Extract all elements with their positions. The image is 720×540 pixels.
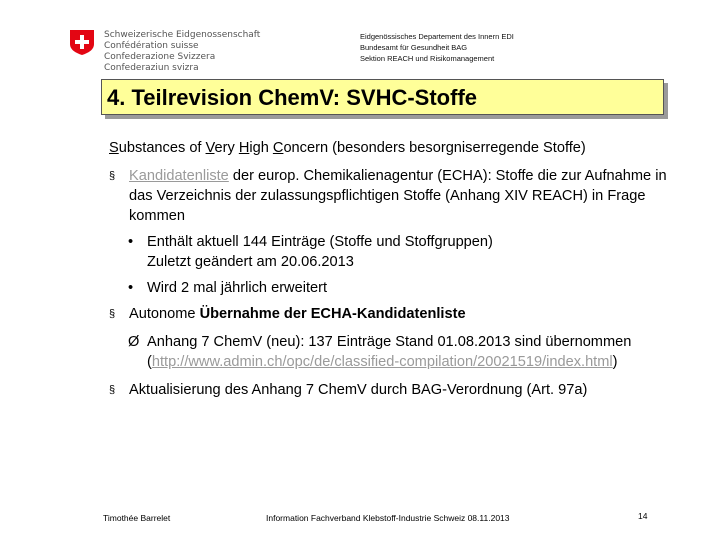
intro-text: ubstances of — [118, 140, 206, 156]
page-title: 4. Teilrevision ChemV: SVHC-Stoffe — [107, 85, 478, 110]
confederation-line: Confederaziun svizra — [104, 63, 199, 73]
sub-item-text: Enthält aktuell 144 Einträge (Stoffe und Stoffgruppen) — [147, 234, 493, 250]
footer-event: Information Fachverband Klebstoff-Industrie Schweiz 08.11.2013 — [266, 513, 510, 523]
acronym-letter: V — [205, 140, 215, 156]
section-bullet: § — [109, 170, 116, 182]
sub-item-text: Anhang 7 ChemV (neu): 137 Einträge Stand 01.08.2013 sind übernommen ( — [147, 334, 632, 370]
title-box — [101, 79, 664, 115]
swiss-flag-icon — [68, 28, 96, 56]
confederation-line: Confédération suisse — [104, 41, 199, 51]
intro-text: igh — [249, 140, 273, 156]
acronym-letter: S — [109, 140, 119, 156]
department-info — [360, 31, 514, 64]
sub-list-item — [109, 278, 669, 298]
page-number: 14 — [638, 511, 648, 521]
list-item — [109, 304, 669, 324]
acronym-letter: C — [272, 140, 284, 156]
slide-content — [109, 138, 669, 400]
sub-item-text: ) — [612, 354, 618, 370]
item-bold-text: Übernahme der ECHA-Kandidatenliste — [199, 306, 466, 322]
confederation-line: Schweizerische Eidgenossenschaft — [104, 30, 261, 40]
department-line: Eidgenössisches Departement des Innern EDI — [360, 32, 514, 41]
sub-list-item — [109, 332, 669, 372]
section-bullet: § — [109, 384, 116, 396]
department-line: Bundesamt für Gesundheit BAG — [360, 43, 468, 52]
item-text: der europ. Chemikalienagentur (ECHA): Stoffe die zur Aufnahme in das Verzeichnis der zulassungspflichtigen Stoffe (Anhang XIV REACH) in Frage kommen — [129, 168, 667, 224]
sub-item-text: Zuletzt geändert am 20.06.2013 — [147, 254, 354, 270]
section-bullet: § — [109, 308, 116, 320]
item-text: Aktualisierung des Anhang 7 ChemV durch BAG-Verordnung (Art. 97a) — [129, 382, 588, 398]
department-line: Sektion REACH und Risikomanagement — [360, 54, 495, 63]
intro-text: (besonders besorgniserregende Stoffe) — [328, 140, 586, 156]
sub-item-text: Wird 2 mal jährlich erweitert — [147, 280, 328, 296]
intro-line — [109, 138, 669, 158]
kandidatenliste-link[interactable]: Kandidatenliste — [129, 168, 229, 184]
list-item — [109, 166, 669, 226]
footer-author: Timothée Barrelet — [103, 513, 171, 523]
intro-text: ery — [214, 140, 239, 156]
dot-bullet: • — [128, 234, 134, 250]
dot-bullet: • — [128, 280, 134, 296]
item-text: Autonome — [129, 306, 200, 322]
sub-list-item — [109, 232, 669, 272]
list-item — [109, 380, 669, 400]
confederation-line: Confederazione Svizzera — [104, 52, 216, 62]
arrow-bullet: Ø — [128, 334, 140, 350]
confederation-names — [104, 30, 260, 74]
intro-text: oncern — [283, 140, 329, 156]
acronym-letter: H — [238, 140, 250, 156]
admin-ch-link[interactable]: http://www.admin.ch/opc/de/classified-compilation/20021519/index.html — [151, 354, 613, 370]
